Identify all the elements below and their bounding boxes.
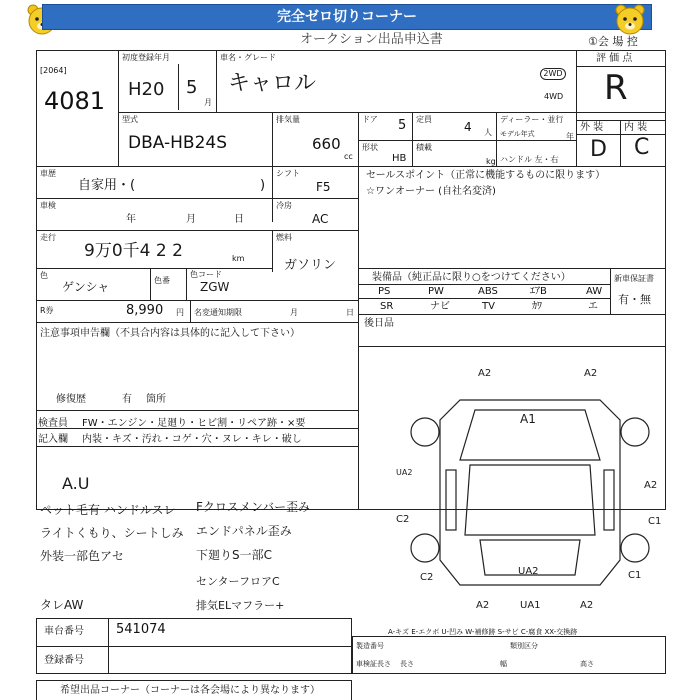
spec-label-2: 類別区分 [510,642,538,650]
shape-value: HB [392,153,407,164]
damage-legend: A-キズ E-エクボ U-凹み W-補修跡 S-サビ C-腐食 XX-交換跡 [388,628,578,636]
registration-year: H20 [128,79,165,100]
spec-label-3: 車検証長さ [356,660,391,668]
notice-label: 名変通知期限 [194,308,242,317]
registration-month: 5 [186,77,198,98]
bear-mascot-right-icon [612,2,648,38]
note-right-1: Fクロスメンバー歪み [196,500,311,514]
color-code-value: ZGW [200,280,230,294]
capacity-unit: 人 [484,128,492,137]
exterior-grade: D [590,137,607,162]
aircon-label: 冷房 [276,201,292,210]
mark-c1-lower-right: C1 [628,570,642,581]
recycle-value: 8,990 [126,303,164,318]
drive-2wd-option: 2WD [540,68,566,80]
equip-aw: AW [586,286,603,297]
doors-value: 5 [398,118,407,133]
note-line-5: タレAW [40,598,84,612]
car-name-value: キャロル [228,71,317,96]
notice-month: 月 [290,308,298,317]
color-label: 色 [40,271,48,280]
handle-label: ハンドル 左・右 [500,155,559,164]
mileage-label: 走行 [40,233,56,242]
spec-label-1: 製造番号 [356,642,384,650]
equip-airbag: ｴｱB [530,286,547,297]
displacement-unit: cc [344,152,353,161]
car-name-label: 車名・グレード [220,53,276,62]
exterior-label: 外 装 [580,122,604,133]
model-label: 型式 [122,115,138,124]
shift-value: F5 [316,180,331,194]
note-line-3: ライトくもり、シートしみ [40,526,184,540]
load-label: 積載 [416,143,432,152]
footer-text: 希望出品コーナー（コーナーは各会場により異なります） [60,685,320,696]
checker-items: FW・エンジン・足廻り・ヒビ割・リペア跡・×要 [82,418,306,429]
mark-a2-top-right: A2 [584,368,598,379]
mark-ua1-bottom: UA1 [520,600,541,611]
new-warranty-value: 有・無 [618,293,651,306]
evaluation-score: R [604,68,628,108]
mark-c2-left: C2 [396,514,410,525]
equip-tv: TV [482,301,495,312]
equip-navi: ナビ [430,301,450,312]
note-right-3: 下廻りS一部C [196,548,272,562]
sales-point-label: セールスポイント（正常に機能するものに限ります） [366,170,606,181]
new-warranty-label: 新車保証書 [614,274,654,283]
note-right-5: 排気ELマフラー+ [196,599,285,612]
fuel-value: ガソリン [284,258,337,273]
chassis-value: 541074 [116,622,166,637]
shape-label: 形状 [362,143,378,152]
model-year-unit: 年 [566,132,574,141]
sales-point-value: ☆ワンオーナー (自社名変済) [366,186,496,197]
mark-a2-bottom-left: A2 [476,600,490,611]
entry-items: 内装・キズ・汚れ・コゲ・穴・ヌレ・キレ・破し [82,434,302,445]
drive-4wd-option: 4WD [544,92,564,101]
repair-label: 修復歴 [56,394,86,405]
equip-leather: ｶﾜ [532,301,542,312]
note-right-2: エンドパネル歪み [196,524,292,538]
equipment-label: 装備品（純正品に限り○をつけてください） [372,272,571,283]
notes-label: 注意事項申告欄（不具合内容は具体的に記入して下さい） [40,328,300,339]
color-value: ゲンシャ [62,280,110,294]
lot-number: 4081 [44,87,106,115]
spec-length: 長さ [400,660,414,668]
mileage-value: 9万0千4 2 2 [84,241,183,261]
dealer-label: ディーラー・並行 [500,115,564,124]
vehicle-history-value: 自家用・( [78,178,136,193]
recycle-unit: 円 [176,308,184,317]
checker-label: 検査員 [38,418,68,429]
notice-day: 日 [346,308,354,317]
capacity-value: 4 [464,120,472,134]
equip-ps: PS [378,286,391,297]
repair-place: 箇所 [146,394,166,405]
note-line-2: ペット毛有 ハンドルスレ [40,503,176,517]
capacity-label: 定員 [416,115,432,124]
mark-a2-bottom-right: A2 [580,600,594,611]
color-number-label: 色番 [154,276,170,285]
aircon-value: AC [312,212,329,226]
mark-c1-right: C1 [648,516,662,527]
recycle-label: R券 [40,306,54,315]
mileage-unit: km [232,254,245,263]
load-unit: kg [486,157,496,166]
fuel-label: 燃料 [276,233,292,242]
model-value: DBA-HB24S [128,133,228,153]
mark-ua2-left: UA2 [396,468,413,477]
inspection-day-unit: 日 [234,214,244,225]
shift-label: シフト [276,169,300,178]
interior-label: 内 装 [624,122,648,133]
mark-a2-top-left: A2 [478,368,492,379]
chassis-label: 車台番号 [44,626,84,637]
note-line-4: 外装一部色アセ [40,549,124,563]
doors-label: ドア [362,115,378,124]
venue-copy-label: ①会 場 控 [588,35,638,48]
mark-a1: A1 [520,412,536,426]
equip-abs: ABS [478,286,498,297]
note-line-1: A.U [62,474,90,493]
vehicle-history-close: ) [260,178,266,193]
color-code-label: 色コード [190,270,222,279]
entry-label: 記入欄 [38,434,68,445]
registration-month-unit: 月 [204,98,212,107]
inspection-year-unit: 年 [126,214,136,225]
mark-c2-lower-left: C2 [420,572,434,583]
displacement-value: 660 [312,135,341,153]
registration-label: 初度登録年月 [122,53,170,62]
form-code: [2064] [40,66,67,75]
interior-grade: C [634,135,650,160]
note-right-4: センターフロアC [196,575,280,588]
inspection-label: 車検 [40,201,56,210]
model-year-label: モデル年式 [500,130,535,138]
equip-pw: PW [428,286,444,297]
evaluation-label: 評 価 点 [596,53,633,64]
mark-ua2-center: UA2 [518,566,539,577]
vehicle-history-label: 車歴 [40,169,56,178]
inspection-month-unit: 月 [186,214,196,225]
plate-label: 登録番号 [44,655,84,666]
equip-extra: エ [588,301,598,312]
mark-a2-right: A2 [644,480,658,491]
repair-value: 有 [122,394,132,405]
banner-title: 完全ゼロ切りコーナー [42,4,652,30]
back-items-label: 後日品 [364,318,394,329]
spec-width: 幅 [500,660,507,668]
displacement-label: 排気量 [276,115,300,124]
form-title-partial: オークション出品申込書 [300,32,443,47]
equip-sr: SR [380,301,394,312]
spec-height: 高さ [580,660,594,668]
